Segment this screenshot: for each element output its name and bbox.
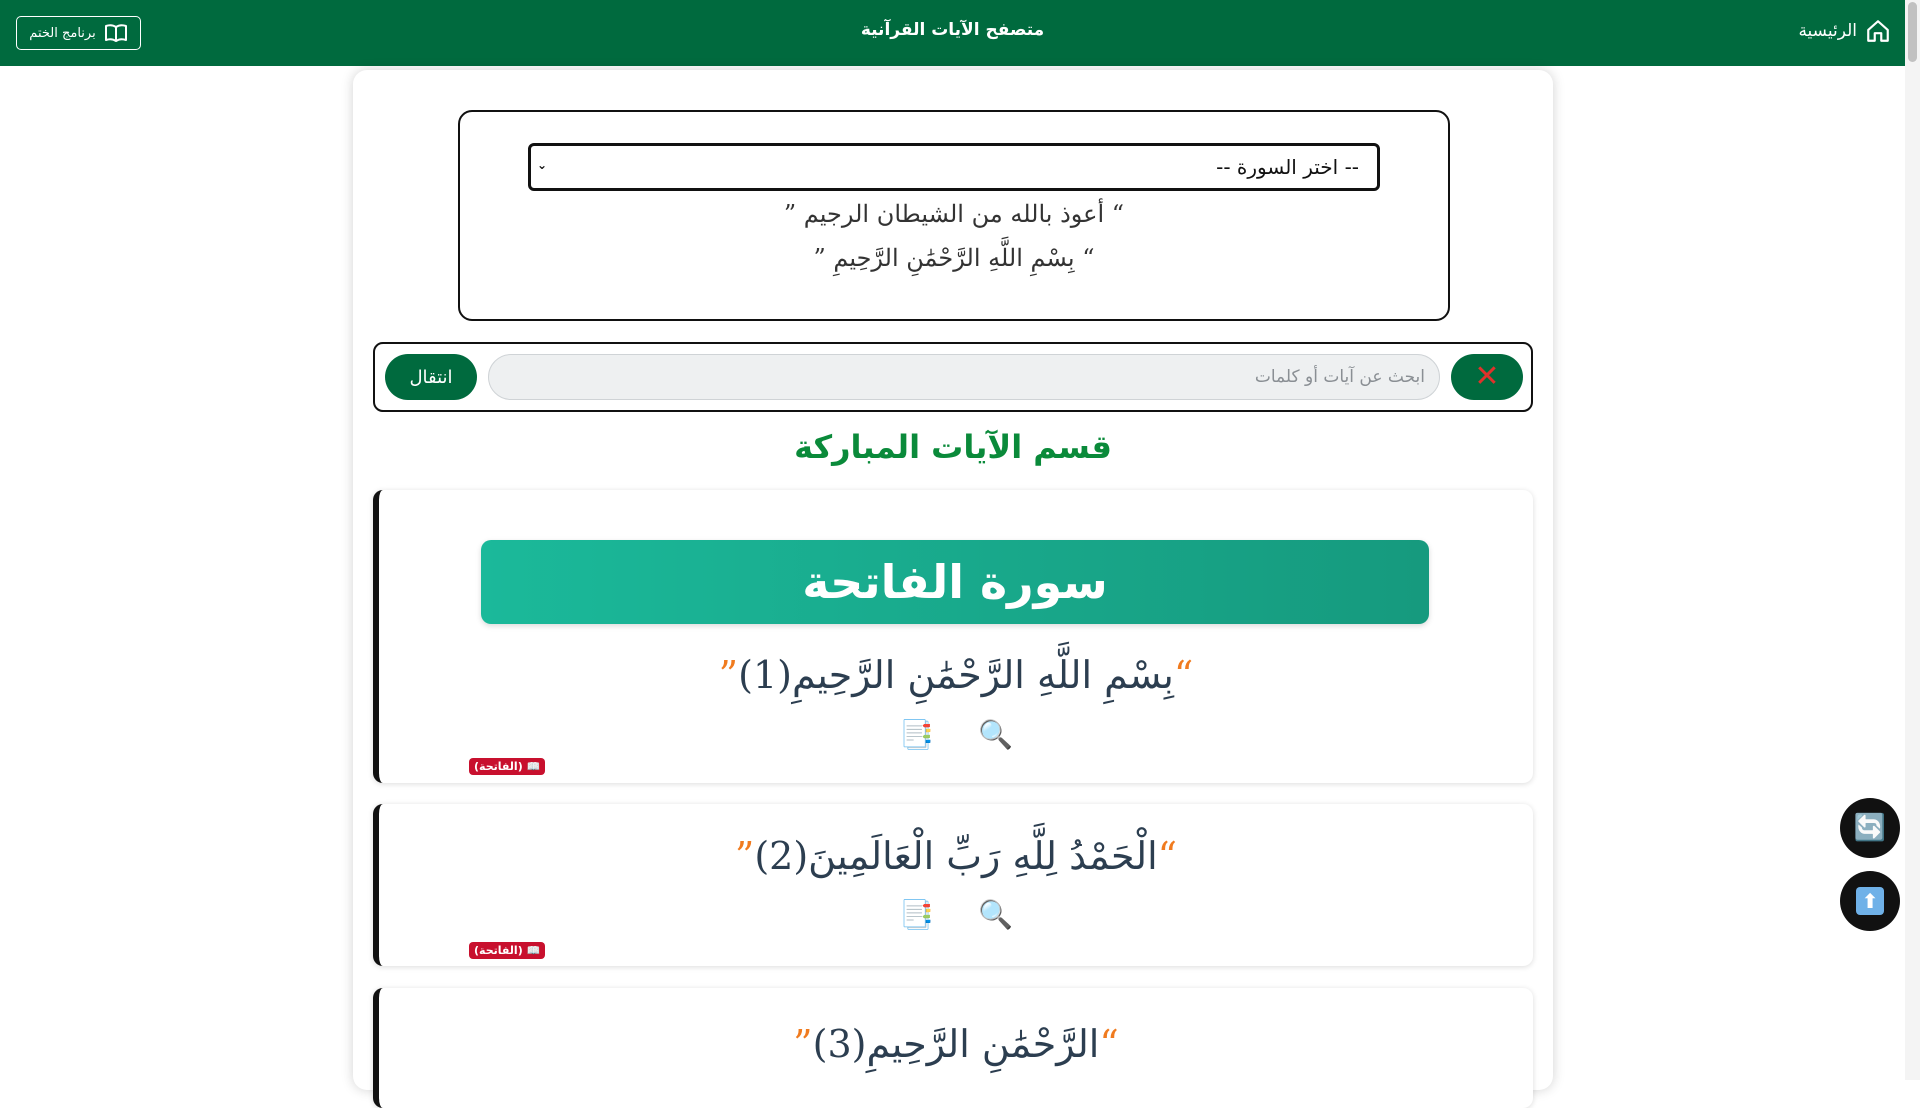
verse-actions bbox=[379, 718, 1533, 751]
surah-select[interactable] bbox=[528, 143, 1380, 191]
verse-card bbox=[373, 804, 1533, 966]
surah-banner: سورة الفاتحة bbox=[481, 540, 1429, 624]
khatm-program-button[interactable] bbox=[16, 16, 141, 50]
top-navbar bbox=[0, 0, 1905, 66]
surah-tag: 📖 (الفاتحة) bbox=[469, 942, 545, 959]
arrow-up-icon: ⬆ bbox=[1856, 887, 1884, 915]
tafsir-icon[interactable]: 📑 bbox=[899, 898, 934, 931]
surah-select-value: -- اختر السورة -- bbox=[1216, 155, 1359, 179]
search-input[interactable] bbox=[488, 354, 1440, 400]
verse-card bbox=[373, 988, 1533, 1108]
quote-open: “ bbox=[1099, 1022, 1119, 1066]
surah-tag: 📖 (الفاتحة) bbox=[469, 758, 545, 775]
section-title: قسم الآيات المباركة bbox=[794, 428, 1112, 466]
istiadha-text: “ أعوذ بالله من الشيطان الرجيم ” bbox=[783, 200, 1125, 228]
quote-open: “ bbox=[1157, 834, 1178, 878]
scroll-top-button[interactable] bbox=[1840, 871, 1900, 931]
clear-search-button[interactable] bbox=[1451, 354, 1523, 400]
open-book-icon bbox=[104, 21, 128, 45]
quote-close: ” bbox=[793, 1022, 813, 1066]
chevron-down-icon: ⌄ bbox=[537, 158, 548, 172]
search-bar bbox=[373, 342, 1533, 412]
verse-text bbox=[379, 653, 1533, 697]
page-scrollbar[interactable] bbox=[1905, 0, 1920, 1080]
verse-body: بِسْمِ اللَّهِ الرَّحْمَٰنِ الرَّحِيمِ(1) bbox=[738, 653, 1174, 697]
verse-card bbox=[373, 490, 1533, 783]
search-placeholder: ابحث عن آيات أو كلمات bbox=[1254, 367, 1425, 387]
surah-selection-panel bbox=[458, 110, 1450, 321]
verse-body: الرَّحْمَٰنِ الرَّحِيمِ(3) bbox=[812, 1022, 1100, 1066]
home-label: الرئيسية bbox=[1798, 21, 1857, 41]
tafsir-icon[interactable]: 📑 bbox=[899, 718, 934, 751]
close-icon: ✕ bbox=[1474, 359, 1500, 394]
verse-text bbox=[379, 834, 1533, 878]
search-icon[interactable]: 🔍 bbox=[978, 718, 1013, 751]
verse-text bbox=[379, 1022, 1533, 1066]
quote-close: ” bbox=[718, 653, 739, 697]
verse-actions bbox=[379, 898, 1533, 931]
quote-close: ” bbox=[734, 834, 755, 878]
verse-body: الْحَمْدُ لِلَّهِ رَبِّ الْعَالَمِينَ(2) bbox=[754, 834, 1158, 878]
app-title: متصفح الآيات القرآنية bbox=[860, 20, 1045, 40]
search-icon[interactable]: 🔍 bbox=[978, 898, 1013, 931]
basmala-text: “ بِسْمِ اللَّهِ الرَّحْمَٰنِ الرَّحِيمِ ” bbox=[813, 244, 1095, 272]
quote-open: “ bbox=[1173, 653, 1194, 697]
refresh-button[interactable] bbox=[1840, 798, 1900, 858]
go-button[interactable]: انتقال bbox=[385, 354, 477, 400]
main-container bbox=[353, 70, 1553, 1090]
refresh-icon: 🔄 bbox=[1853, 813, 1887, 843]
scrollbar-thumb[interactable] bbox=[1908, 2, 1917, 62]
khatm-label: برنامج الختم bbox=[29, 25, 96, 41]
